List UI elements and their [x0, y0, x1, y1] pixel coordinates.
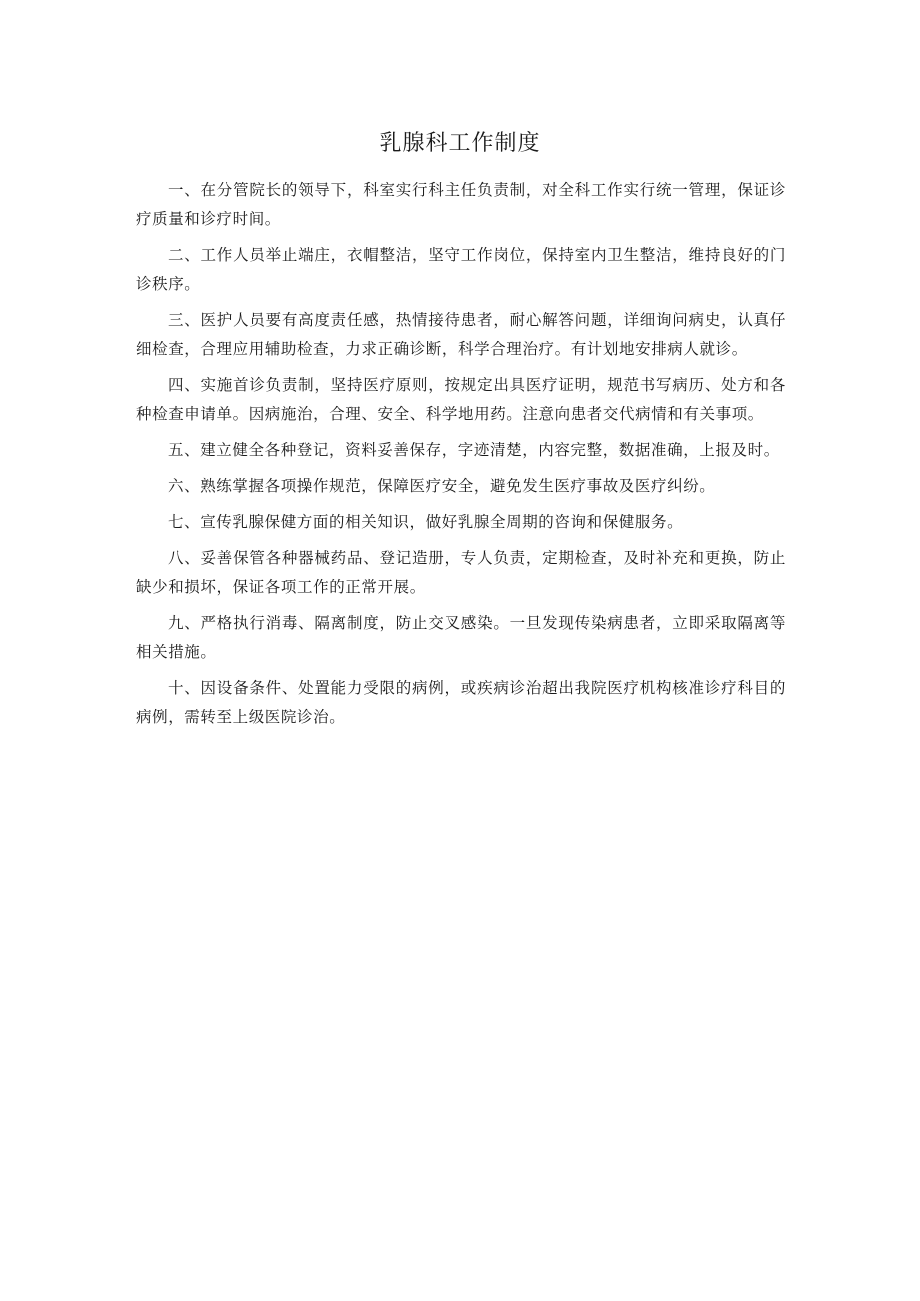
paragraph-9: 九、严格执行消毒、隔离制度，防止交叉感染。一旦发现传染病患者，立即采取隔离等相关措施。: [136, 614, 786, 661]
paragraph-10: 十、因设备条件、处置能力受限的病例，或疾病诊治超出我院医疗机构核准诊疗科目的病例，需转至上级医院诊治。: [136, 679, 786, 726]
paragraph-7: 七、宣传乳腺保健方面的相关知识，做好乳腺全周期的咨询和保健服务。: [168, 513, 684, 531]
document-title: 乳腺科工作制度: [379, 131, 541, 156]
paragraph-8: 八、妥善保管各种器械药品、登记造册，专人负责，定期检查，及时补充和更换，防止缺少和损坏，保证各项工作的正常开展。: [136, 549, 786, 596]
paragraph-6: 六、熟练掌握各项操作规范，保障医疗安全，避免发生医疗事故及医疗纠纷。: [168, 477, 716, 495]
document-body: [136, 176, 786, 739]
paragraph-3: 三、医护人员要有高度责任感，热情接待患者，耐心解答问题，详细询问病史，认真仔细检查，合理应用辅助检查，力求正确诊断，科学合理治疗。有计划地安排病人就诊。: [136, 311, 786, 358]
paragraph-4: 四、实施首诊负责制，坚持医疗原则，按规定出具医疗证明，规范书写病历、处方和各种检查申请单。因病施治，合理、安全、科学地用药。注意向患者交代病情和有关事项。: [136, 376, 786, 423]
paragraph-1: 一、在分管院长的领导下，科室实行科主任负责制，对全科工作实行统一管理，保证诊疗质量和诊疗时间。: [136, 181, 786, 228]
paragraph-5: 五、建立健全各种登记，资料妥善保存，字迹清楚，内容完整，数据准确，上报及时。: [168, 441, 780, 459]
paragraph-2: 二、工作人员举止端庄，衣帽整洁，坚守工作岗位，保持室内卫生整洁，维持良好的门诊秩序。: [136, 246, 786, 293]
